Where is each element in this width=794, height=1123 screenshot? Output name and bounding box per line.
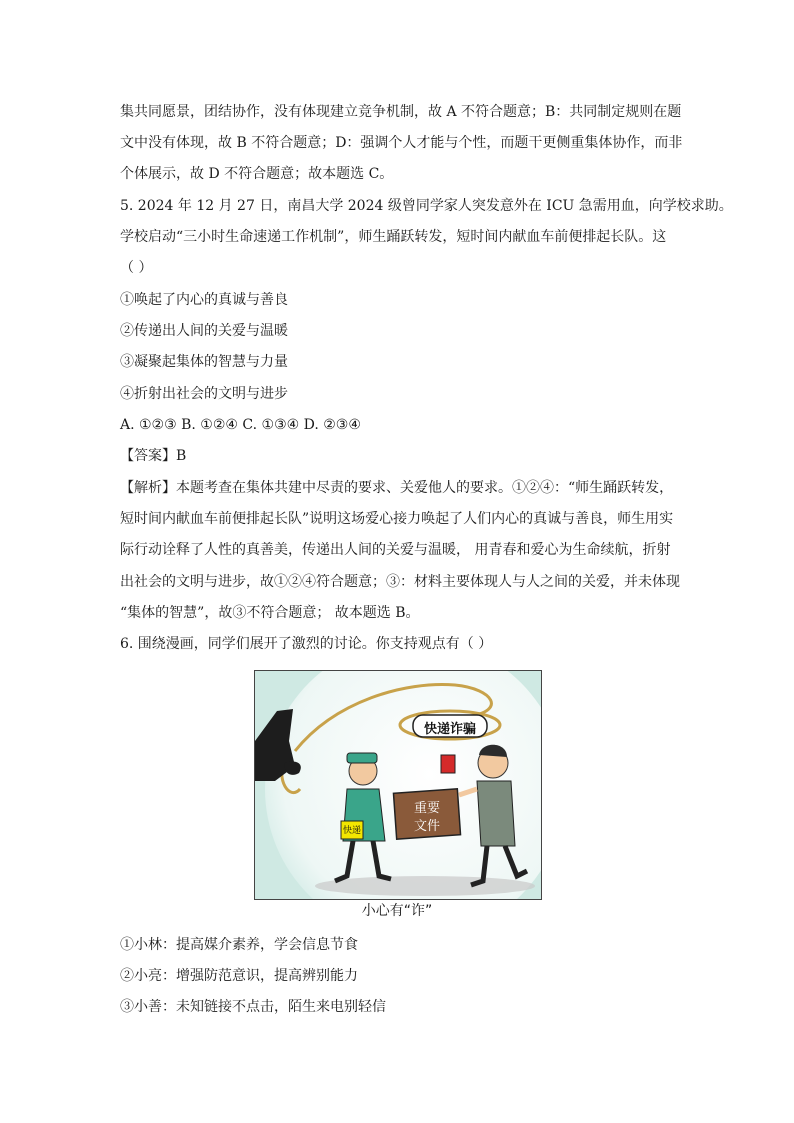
choices: A. ①②③ B. ①②④ C. ①③④ D. ②③④ bbox=[120, 417, 361, 433]
analysis: “集体的智慧”，故③不符合题意； 故本题选 B。 bbox=[120, 605, 420, 621]
answer-blank: （ ） bbox=[120, 260, 153, 276]
box-label-2: 文件 bbox=[413, 819, 440, 834]
analysis: 【解析】本题考查在集体共建中尽责的要求、关爱他人的要求。①②④：“师生踊跃转发， bbox=[120, 480, 674, 496]
text-line: 文中没有体现，故 B 不符合题意；D：强调个人才能与个性，而题干更侧重集体协作，而非 bbox=[120, 135, 683, 151]
option-1: ①小林：提高媒介素养，学会信息节食 bbox=[120, 937, 358, 953]
analysis: 际行动诠释了人性的真善美，传递出人间的关爱与温暖， 用青春和爱心为生命续航，折射 bbox=[120, 542, 671, 558]
red-envelope bbox=[441, 755, 455, 773]
vest-label: 快递 bbox=[342, 826, 361, 836]
victim-body bbox=[477, 781, 515, 846]
rope-label: 快递诈骗 bbox=[423, 722, 476, 737]
box-label-1: 重要 bbox=[413, 801, 440, 816]
statement-4: ④折射出社会的文明与进步 bbox=[120, 386, 288, 402]
analysis: 出社会的文明与进步，故①②④符合题意；③：材料主要体现人与人之间的关爱，并未体现 bbox=[120, 574, 680, 590]
figure-caption: 小心有“诈” bbox=[361, 903, 433, 919]
courier-cap bbox=[347, 753, 377, 763]
text-line: 集共同愿景，团结协作，没有体现建立竞争机制，故 A 不符合题意；B：共同制定规则在题 bbox=[120, 104, 682, 120]
option-2: ②小亮：增强防范意识，提高辨别能力 bbox=[120, 968, 358, 984]
question-6-stem: 6. 围绕漫画，同学们展开了激烈的讨论。你支持观点有（ ） bbox=[120, 636, 493, 652]
ground-shadow bbox=[315, 876, 535, 896]
text-line: 个体展示，故 D 不符合题意；故本题选 C。 bbox=[120, 166, 394, 182]
question-5-stem: 5. 2024 年 12 月 27 日，南昌大学 2024 级曾同学家人突发意外在 ICU 急需用血，向学校求助。 bbox=[120, 198, 733, 214]
answer: 【答案】B bbox=[120, 448, 187, 464]
option-3: ③小善：未知链接不点击，陌生来电别轻信 bbox=[120, 999, 386, 1015]
analysis: 短时间内献血车前便排起长队”说明这场爱心接力唤起了人们内心的真诚与善良，师生用实 bbox=[120, 511, 674, 527]
cartoon-illustration bbox=[254, 670, 542, 900]
statement-1: ①唤起了内心的真诚与善良 bbox=[120, 292, 288, 308]
statement-3: ③凝聚起集体的智慧与力量 bbox=[120, 354, 288, 370]
question-5-stem: 学校启动“三小时生命速递工作机制”，师生踊跃转发，短时间内献血车前便排起长队。这 bbox=[120, 229, 667, 245]
statement-2: ②传递出人间的关爱与温暖 bbox=[120, 323, 288, 339]
cartoon-svg bbox=[255, 671, 541, 899]
